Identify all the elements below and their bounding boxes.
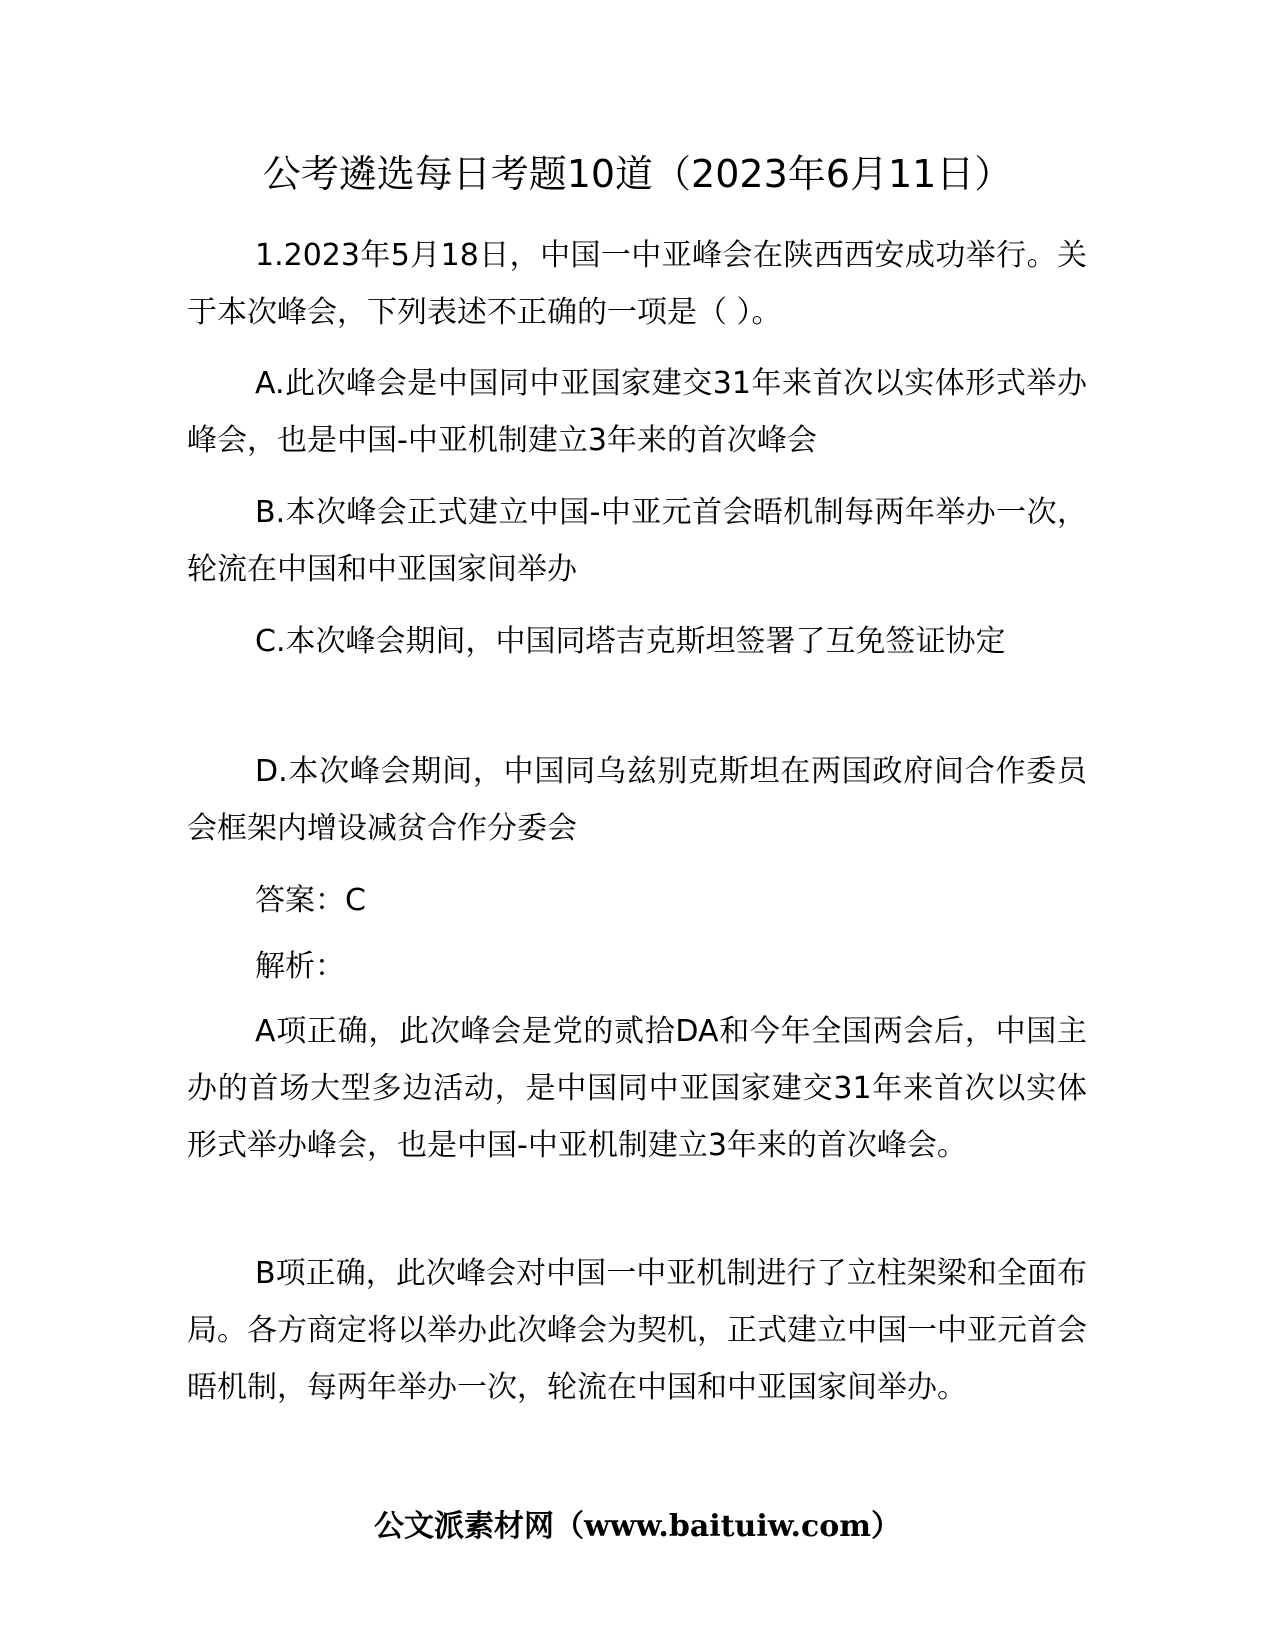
document-title: 公考遴选每日考题10道（2023年6月11日） (262, 152, 1013, 196)
analysis-heading: 解析： (255, 949, 345, 984)
option-a: A.此次峰会是中国同中亚国家建交31年来首次以实体形式举办峰会，也是中国-中亚机制建立3年来的首次峰会 (187, 366, 1087, 458)
analysis-paragraph-b: B项正确，此次峰会对中国一中亚机制进行了立柱架梁和全面布局。各方商定将以举办此次峰会为契机，正式建立中国一中亚元首会晤机制，每两年举办一次，轮流在中国和中亚国家间举办。 (187, 1256, 1087, 1405)
answer-line: 答案：C (255, 883, 366, 918)
question-stem: 1.2023年5月18日，中国一中亚峰会在陕西西安成功举行。关于本次峰会，下列表述不正确的一项是（ ）。 (187, 238, 1087, 330)
analysis-paragraph-a: A项正确，此次峰会是党的贰拾DA和今年全国两会后，中国主办的首场大型多边活动，是中国同中亚国家建交31年来首次以实体形式举办峰会，也是中国-中亚机制建立3年来的首次峰会。 (187, 1014, 1087, 1163)
option-c: C.本次峰会期间，中国同塔吉克斯坦签署了互免签证协定 (255, 624, 1006, 659)
option-d: D.本次峰会期间，中国同乌兹别克斯坦在两国政府间合作委员会框架内增设减贫合作分委会 (187, 754, 1087, 846)
source-watermark: 公文派素材网（www.baituiw.com） (373, 1509, 902, 1544)
option-b: B.本次峰会正式建立中国-中亚元首会晤机制每两年举办一次，轮流在中国和中亚国家间举办 (187, 495, 1087, 587)
